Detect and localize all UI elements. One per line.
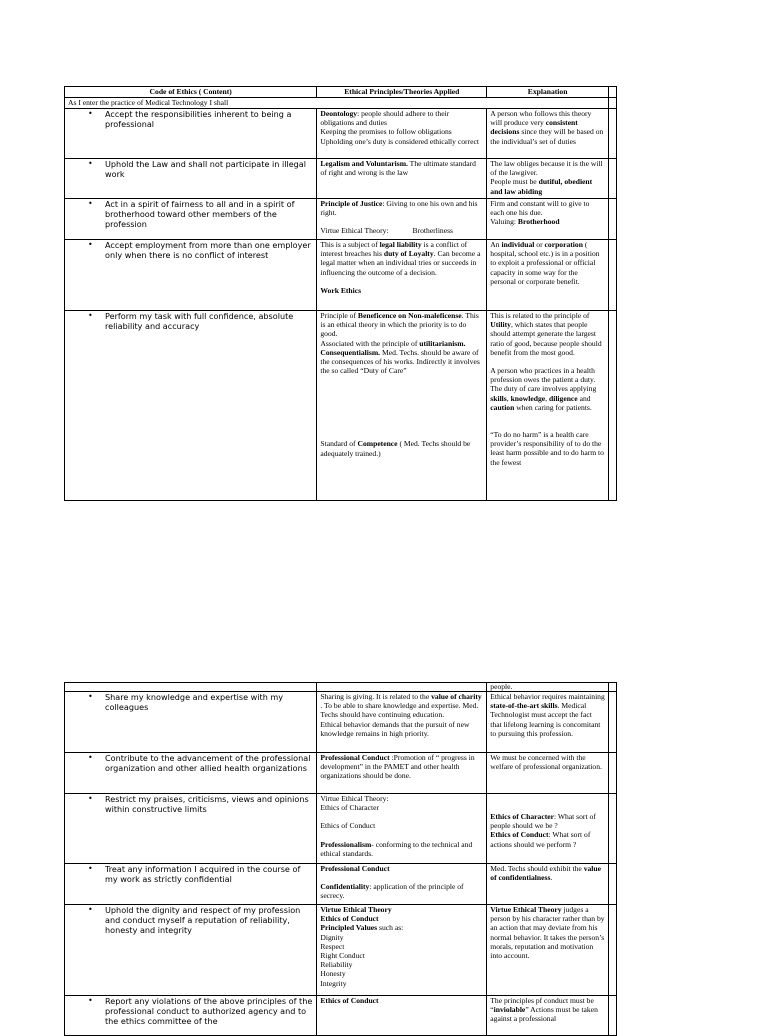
code-item: • Restrict my praises, criticisms, views and opinions within constructive limits: [68, 794, 313, 814]
principle-cell: Principle of Beneficence on Non-maleficense. This is an ethical theory in which the priority is to do good. Associated with the principle of utilitarianism. Consequentialism. Med. Techs. should be aware of the consequences of his works. Indirectly it involves the so called “Duty of Care” Standard of Competence ( Med. Techs should be adequately trained.): [317, 311, 487, 501]
explanation-cell: The law obliges because it is the will of the lawgiver. People must be dutiful, obedient and law abiding: [487, 159, 609, 199]
code-item: • Act in a spirit of fairness to all and in a spirit of brotherhood toward other members of the profession: [68, 199, 313, 230]
table-row: [65, 199, 617, 240]
header-principles: Ethical Principles/Theories Applied: [317, 87, 487, 98]
principle-cell: Virtue Ethical Theory Ethics of Conduct Principled Values such as: Dignity Respect Right Conduct Reliability Honesty Integrity: [317, 905, 487, 996]
principle-cell: This is a subject of legal liability is a conflict of interest breaches his duty of Loyalty. Can become a legal matter when an individual tries or succeeds in influencing the outcome of a decision. Work Ethics: [317, 240, 487, 311]
code-item: • Share my knowledge and expertise with my colleagues: [68, 692, 313, 712]
code-item: • Uphold the dignity and respect of my profession and conduct myself a reputation of reliability, honesty and integrity: [68, 905, 313, 936]
principle-cell: Deontology: people should adhere to their obligations and duties Keeping the promises to follow obligations Upholding one’s duty is considered ethically correct: [317, 109, 487, 159]
principle-cell: Virtue Ethical Theory: Ethics of Character Ethics of Conduct Professionalism- conforming to the technical and ethical standards.: [317, 794, 487, 864]
explanation-cell: Firm and constant will to give to each one his due. Valuing: Brotherhood: [487, 199, 609, 240]
table-row: [65, 240, 617, 311]
ethics-table-1: [64, 86, 617, 501]
intro-text: As I enter the practice of Medical Technology I shall: [65, 98, 609, 109]
explanation-cell: A person who follows this theory will produce very consistent decisions since they will be based on the individual’s set of duties: [487, 109, 609, 159]
explanation-cell: We must be concerned with the welfare of professional organization.: [487, 753, 609, 794]
continuation-text: people.: [487, 683, 609, 692]
code-item: • Accept employment from more than one employer only when there is no conflict of interest: [68, 240, 313, 260]
table-row: [65, 864, 617, 905]
explanation-cell: Ethical behavior requires maintaining state-of-the-art skills. Medical Technologist must accept the fact that lifelong learning is concomitant to pursuing this profession.: [487, 692, 609, 753]
table-row: [65, 996, 617, 1036]
code-item: • Report any violations of the above principles of the professional conduct to authorized agency and to the ethics committee of the: [68, 996, 313, 1027]
intro-row: [65, 98, 617, 109]
principle-cell: Professional Conduct :Promotion of “ progress in development” in the PAMET and other health organizations should be done.: [317, 753, 487, 794]
header-explanation: Explanation: [487, 87, 609, 98]
continuation-row: [65, 683, 617, 692]
principle-cell: Principle of Justice: Giving to one his own and his right. Virtue Ethical Theory: Brotherliness: [317, 199, 487, 240]
explanation-cell: Virtue Ethical Theory judges a person by his character rather than by an action that may deviate from his normal behavior. It takes the person’s morals, reputation and motivation into account.: [487, 905, 609, 996]
principle-cell: Ethics of Conduct: [317, 996, 487, 1036]
principle-cell: Sharing is giving. It is related to the value of charity . To be able to share knowledge and expertise. Med. Techs should have continuing education. Ethical behavior demands that the pursuit of new knowledge remains in high priority.: [317, 692, 487, 753]
explanation-cell: Med. Techs should exhibit the value of confidentialness.: [487, 864, 609, 905]
table-row: [65, 159, 617, 199]
table-row: [65, 794, 617, 864]
code-item: • Treat any information I acquired in the course of my work as strictly confidential: [68, 864, 313, 884]
principle-cell: Legalism and Voluntarism. The ultimate standard of right and wrong is the law: [317, 159, 487, 199]
code-item: • Perform my task with full confidence, absolute reliability and accuracy: [68, 311, 313, 331]
principle-cell: Professional Conduct Confidentiality: application of the principle of secrecy.: [317, 864, 487, 905]
table-row: [65, 311, 617, 501]
table-row: [65, 692, 617, 753]
explanation-cell: Ethics of Character: What sort of people should we be ? Ethics of Conduct: What sort of actions should we perform ?: [487, 794, 609, 864]
code-item: • Accept the responsibilities inherent to being a professional: [68, 109, 313, 129]
ethics-table-2: [64, 682, 617, 1036]
table-row: [65, 109, 617, 159]
table-header-row: [65, 87, 617, 98]
header-code-of-ethics: Code of Ethics ( Content): [65, 87, 317, 98]
explanation-cell: This is related to the principle of Utility, which states that people should attempt generate the largest ratio of good, because people should benefit from the most good. A person who practices in a health profession owes the patient a duty. The duty of care involves applying skills, knowledge, diligence and caution when caring for patients. “To do no harm” is a health care provider’s responsibility of to do the least harm possible and to do harm to the fewest: [487, 311, 609, 501]
table-row: [65, 753, 617, 794]
table-row: [65, 905, 617, 996]
explanation-cell: The principles pf conduct must be “inviolable” Actions must be taken against a professional: [487, 996, 609, 1036]
code-item: • Uphold the Law and shall not participate in illegal work: [68, 159, 313, 179]
explanation-cell: An individual or corporation ( hospital, school etc.) is in a position to exploit a professional or official capacity in some way for the personal or corporate benefit.: [487, 240, 609, 311]
code-item: • Contribute to the advancement of the professional organization and other allied health organizations: [68, 753, 313, 773]
